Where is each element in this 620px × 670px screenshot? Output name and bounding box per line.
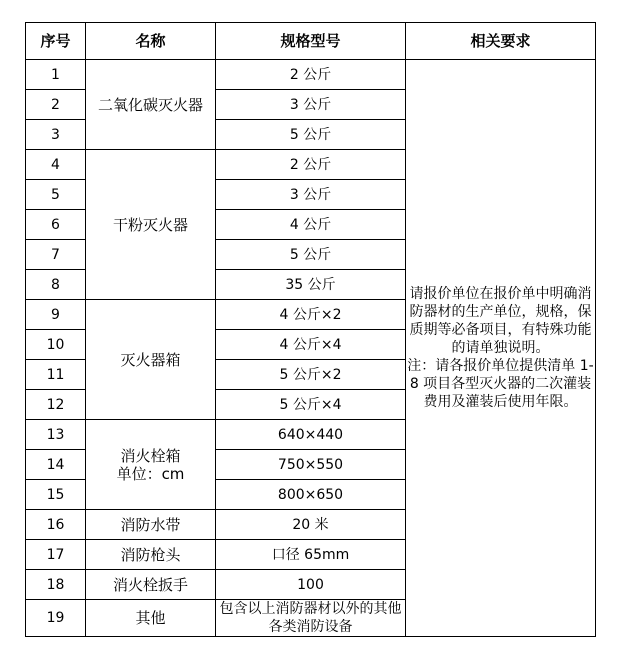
item-name-line: 干粉灭火器 [112,215,188,234]
row-number: 15 [26,480,86,510]
spec-cell: 750×550 [216,450,406,480]
requirements-note: 注：请各报价单位提供清单 1-8 项目各型灭火器的二次灌装费用及灌装后使用年限。 [407,358,594,410]
item-name: 消防水带 [86,510,216,540]
row-number: 8 [26,270,86,300]
spec-cell: 3 公斤 [216,90,406,120]
item-name [86,300,216,420]
spec-cell: 20 米 [216,510,406,540]
row-number: 6 [26,210,86,240]
requirements-paragraph: 请报价单位在报价单中明确消防器材的生产单位，规格，保质期等必备项目，有特殊功能的请单独说明。 [409,286,592,356]
header-no: 序号 [26,23,86,60]
row-number: 1 [26,60,86,90]
row-number: 9 [26,300,86,330]
spec-cell: 2 公斤 [216,60,406,90]
spec-cell: 5 公斤×2 [216,360,406,390]
row-number: 3 [26,120,86,150]
row-number: 10 [26,330,86,360]
spec-cell: 包含以上消防器材以外的其他各类消防设备 [216,600,406,637]
spec-cell: 800×650 [216,480,406,510]
row-number: 7 [26,240,86,270]
item-name [86,150,216,300]
row-number: 13 [26,420,86,450]
spec-cell: 100 [216,570,406,600]
item-name [86,420,216,510]
row-number: 12 [26,390,86,420]
spec-cell: 35 公斤 [216,270,406,300]
row-number: 19 [26,600,86,637]
row-number: 14 [26,450,86,480]
row-number: 11 [26,360,86,390]
spec-cell: 2 公斤 [216,150,406,180]
header-name: 名称 [86,23,216,60]
item-unit-line: 单位：cm [116,464,185,483]
header-spec: 规格型号 [216,23,406,60]
spec-cell: 3 公斤 [216,180,406,210]
row-number: 2 [26,90,86,120]
spec-cell: 5 公斤×4 [216,390,406,420]
item-name-line: 灭火器箱 [120,350,181,369]
item-name: 其他 [86,600,216,637]
item-name-line: 消火栓箱 [120,446,181,465]
row-number: 18 [26,570,86,600]
row-number: 16 [26,510,86,540]
table-header-row [26,23,596,60]
spec-cell: 5 公斤 [216,120,406,150]
requirements-text [406,285,595,411]
row-number: 17 [26,540,86,570]
spec-cell: 4 公斤×4 [216,330,406,360]
spec-cell: 口径 65mm [216,540,406,570]
item-name: 消防枪头 [86,540,216,570]
spec-cell: 640×440 [216,420,406,450]
item-name [86,60,216,150]
spec-cell: 4 公斤 [216,210,406,240]
spec-cell: 5 公斤 [216,240,406,270]
row-number: 4 [26,150,86,180]
table-row [26,60,596,90]
equipment-spec-table [25,22,596,637]
item-name: 消火栓扳手 [86,570,216,600]
spec-cell: 4 公斤×2 [216,300,406,330]
header-requirements: 相关要求 [406,23,596,60]
item-name-line: 二氧化碳灭火器 [97,95,203,114]
requirements-cell [406,60,596,637]
row-number: 5 [26,180,86,210]
